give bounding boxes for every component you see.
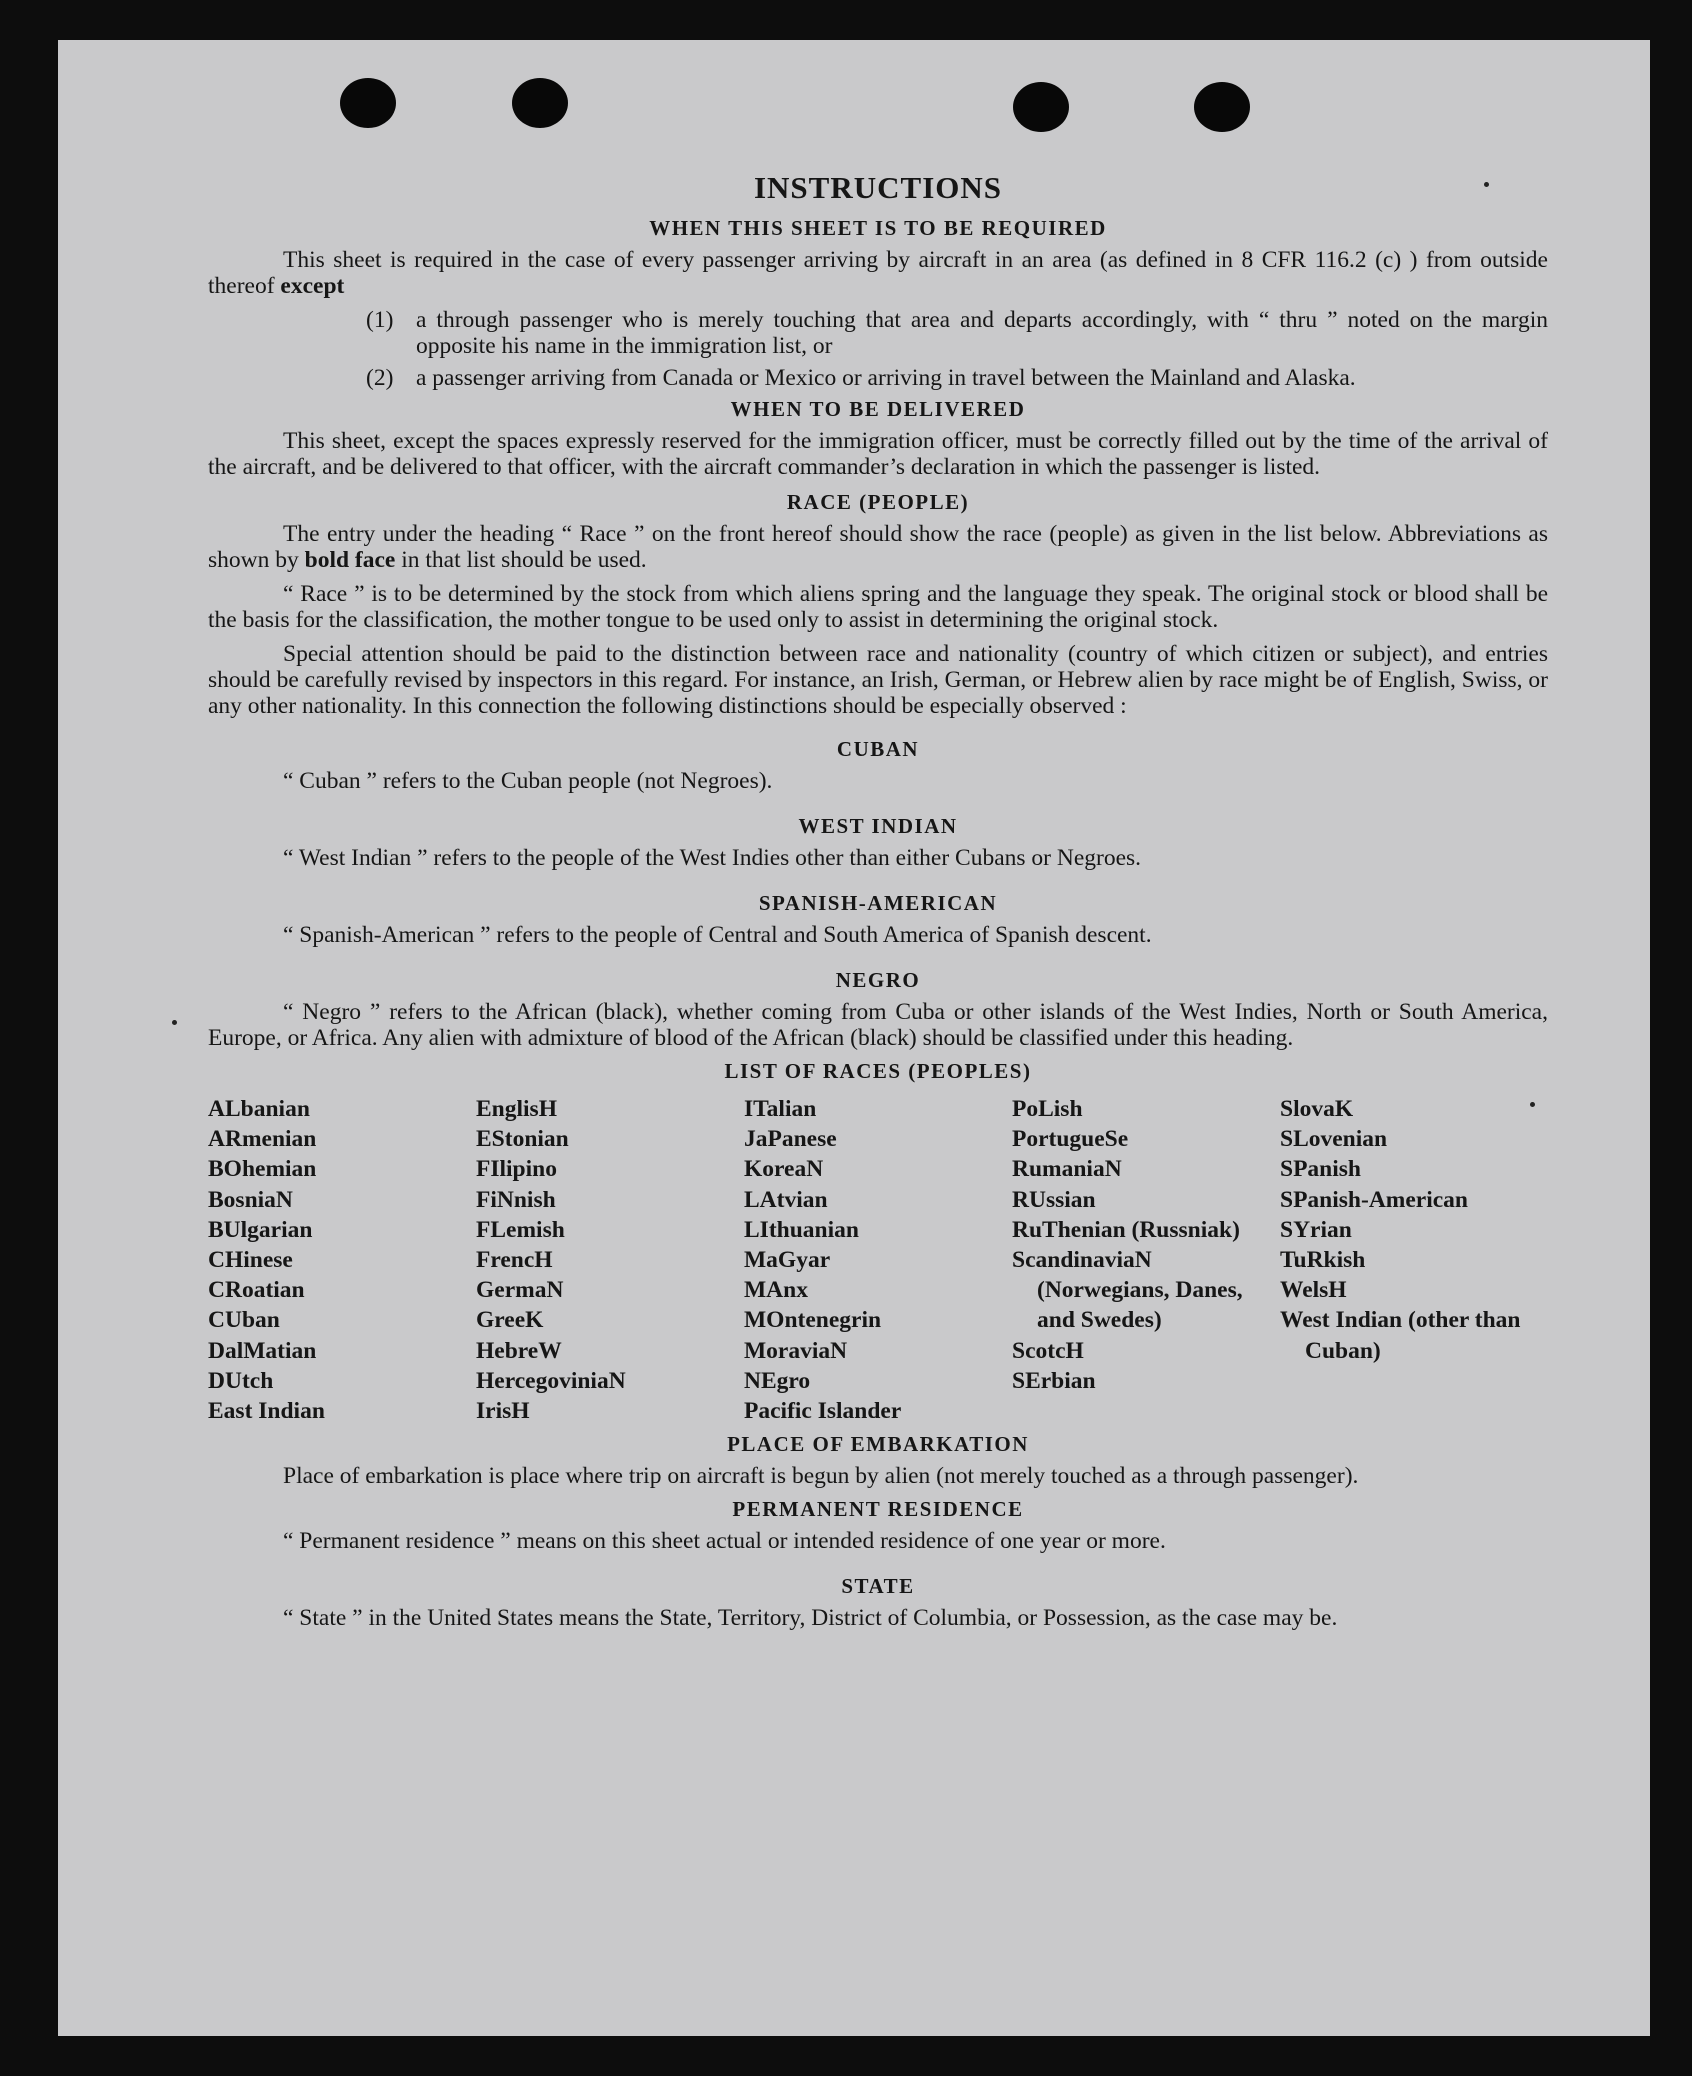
race-entry: CHinese bbox=[208, 1247, 293, 1274]
race-entry: West Indian (other than Cuban) bbox=[1280, 1307, 1521, 1364]
race-column bbox=[744, 1094, 1012, 1426]
race-entry: PoLish bbox=[1012, 1096, 1083, 1122]
race-column bbox=[476, 1094, 744, 1426]
race-entry: East Indian bbox=[208, 1398, 325, 1425]
race-entry: HebreW bbox=[476, 1337, 562, 1364]
race-entry: MoraviaN bbox=[744, 1337, 848, 1364]
race-entry: DalMatian bbox=[208, 1337, 317, 1364]
race-entry: CUban bbox=[208, 1307, 280, 1334]
heading-permanent-residence: PERMANENT RESIDENCE bbox=[732, 1497, 1024, 1522]
race-paragraph-1: The entry under the heading “ Race ” on the front hereof should show the race (people) as given in the list below. Abbreviations as shown by bold face in that list should be used. bbox=[208, 521, 1548, 573]
race-entry: RuThenian (Russniak) bbox=[1012, 1216, 1240, 1243]
race-paragraph-2: “ Race ” is to be determined by the stock from which aliens spring and the language they speak. The original stock or blood shall be the basis for the classification, the mother tongue to be used only to assist in determining the original stock. bbox=[208, 581, 1548, 633]
race-entry: ITalian bbox=[744, 1096, 817, 1122]
race-entry: LIthuanian bbox=[744, 1216, 859, 1243]
race-entry: ARmenian bbox=[208, 1126, 317, 1153]
race-entry: PortugueSe bbox=[1012, 1126, 1129, 1153]
race-entry: SPanish-American bbox=[1280, 1186, 1468, 1213]
race-entry: EStonian bbox=[476, 1126, 569, 1153]
exception-number: (1) bbox=[366, 307, 394, 333]
race-entry: NEgro bbox=[744, 1367, 811, 1394]
document-page bbox=[58, 40, 1650, 2036]
heading-negro: NEGRO bbox=[835, 968, 921, 992]
embarkation-text: Place of embarkation is place where trip on aircraft is begun by alien (not merely touched as a through passenger). bbox=[283, 1463, 1359, 1490]
race-entry: MaGyar bbox=[744, 1247, 831, 1274]
page-title: INSTRUCTIONS bbox=[753, 170, 1002, 205]
instructions-content bbox=[208, 170, 1548, 1639]
race-entry: SYrian bbox=[1280, 1216, 1352, 1243]
race-paragraph-3: Special attention should be paid to the distinction between race and nationality (country of which citizen or subject), and entries should be carefully revised by inspectors in this regard. For instance, an Irish, German, or Hebrew alien by race might be of English, Swiss, or any other nationality. In this connection the following distinctions should be especially observed : bbox=[208, 641, 1548, 719]
heading-when-required: WHEN THIS SHEET IS TO BE REQUIRED bbox=[649, 216, 1107, 240]
race-entry: FLemish bbox=[476, 1216, 565, 1243]
heading-list-of-races: LIST OF RACES (PEOPLES) bbox=[724, 1059, 1032, 1083]
exception-text: a passenger arriving from Canada or Mexico or arriving in travel between the Mainland and Alaska. bbox=[416, 365, 1356, 391]
heading-spanish-american: SPANISH-AMERICAN bbox=[758, 891, 998, 915]
race-entry: IrisH bbox=[476, 1398, 530, 1425]
race-column bbox=[1012, 1094, 1280, 1426]
race-entry: SlovaK bbox=[1280, 1096, 1354, 1122]
race-entry: ALbanian bbox=[208, 1096, 310, 1122]
race-entry: BOhemian bbox=[208, 1156, 317, 1183]
exception-item bbox=[366, 365, 1548, 391]
race-entry: BUlgarian bbox=[208, 1216, 313, 1243]
race-column bbox=[208, 1094, 476, 1426]
race-entry: ScandinaviaN (Norwegians, Danes, and Swedes) bbox=[1012, 1247, 1243, 1334]
race-entry: CRoatian bbox=[208, 1277, 305, 1304]
race-entry: SErbian bbox=[1012, 1367, 1096, 1394]
heading-race: RACE (PEOPLE) bbox=[786, 490, 970, 514]
race-entry: Pacific Islander bbox=[744, 1398, 902, 1425]
race-entry: KoreaN bbox=[744, 1156, 824, 1183]
race-entry: TuRkish bbox=[1280, 1247, 1366, 1274]
exception-item bbox=[366, 307, 1548, 359]
heading-state: STATE bbox=[841, 1574, 915, 1599]
race-entry: EnglisH bbox=[476, 1096, 557, 1122]
race-entry: RUssian bbox=[1012, 1186, 1096, 1213]
race-entry: FIlipino bbox=[476, 1156, 557, 1183]
race-entry: ScotcH bbox=[1012, 1337, 1084, 1364]
race-entry: WelsH bbox=[1280, 1277, 1347, 1304]
speck bbox=[172, 1020, 177, 1025]
punch-hole bbox=[340, 78, 396, 128]
race-entry: SPanish bbox=[1280, 1156, 1361, 1183]
punch-hole bbox=[1194, 82, 1250, 132]
exception-number: (2) bbox=[366, 365, 394, 391]
heading-cuban: CUBAN bbox=[836, 737, 920, 761]
race-entry: HercegoviniaN bbox=[476, 1367, 626, 1394]
race-entry: SLovenian bbox=[1280, 1126, 1388, 1153]
race-entry: RumaniaN bbox=[1012, 1156, 1122, 1183]
race-entry: MOntenegrin bbox=[744, 1307, 882, 1334]
race-entry: DUtch bbox=[208, 1367, 274, 1394]
state-text: “ State ” in the United States means the State, Territory, District of Columbia, or Possession, as the case may be. bbox=[283, 1605, 1338, 1632]
race-entry: MAnx bbox=[744, 1277, 808, 1304]
punch-hole bbox=[1013, 82, 1069, 132]
race-entry: BosniaN bbox=[208, 1186, 293, 1213]
west-indian-text: “ West Indian ” refers to the people of the West Indies other than either Cubans or Negroes. bbox=[283, 845, 1142, 871]
race-list bbox=[208, 1094, 1548, 1426]
heading-when-delivered: WHEN TO BE DELIVERED bbox=[730, 397, 1026, 421]
heading-west-indian: WEST INDIAN bbox=[798, 814, 958, 838]
permanent-residence-text: “ Permanent residence ” means on this sheet actual or intended residence of one year or more. bbox=[283, 1528, 1166, 1555]
heading-embarkation: PLACE OF EMBARKATION bbox=[727, 1432, 1029, 1457]
race-entry: LAtvian bbox=[744, 1186, 828, 1213]
cuban-text: “ Cuban ” refers to the Cuban people (not Negroes). bbox=[283, 768, 773, 794]
race-column bbox=[1280, 1094, 1548, 1426]
race-entry: GermaN bbox=[476, 1277, 564, 1304]
when-delivered-text: This sheet, except the spaces expressly reserved for the immigration officer, must be correctly filled out by the time of the arrival of the aircraft, and be delivered to that officer, with the aircraft commander’s declaration in which the passenger is listed. bbox=[208, 428, 1548, 480]
race-entry: FiNnish bbox=[476, 1186, 556, 1213]
when-required-intro: This sheet is required in the case of every passenger arriving by aircraft in an area (as defined in 8 CFR 116.2 (c) ) from outside thereof except bbox=[208, 247, 1548, 299]
race-entry: FrencH bbox=[476, 1247, 553, 1274]
race-entry: JaPanese bbox=[744, 1126, 837, 1153]
race-entry: GreeK bbox=[476, 1307, 544, 1334]
exception-text: a through passenger who is merely touching that area and departs accordingly, with “ thru ” noted on the margin opposite his name in the immigration list, or bbox=[416, 307, 1548, 359]
punch-hole bbox=[512, 78, 568, 128]
spanish-american-text: “ Spanish-American ” refers to the people of Central and South America of Spanish descent. bbox=[283, 922, 1152, 948]
negro-text: “ Negro ” refers to the African (black), whether coming from Cuba or other islands of the West Indies, North or South America, Europe, or Africa. Any alien with admixture of blood of the African (black) should be classified under this heading. bbox=[208, 999, 1548, 1051]
